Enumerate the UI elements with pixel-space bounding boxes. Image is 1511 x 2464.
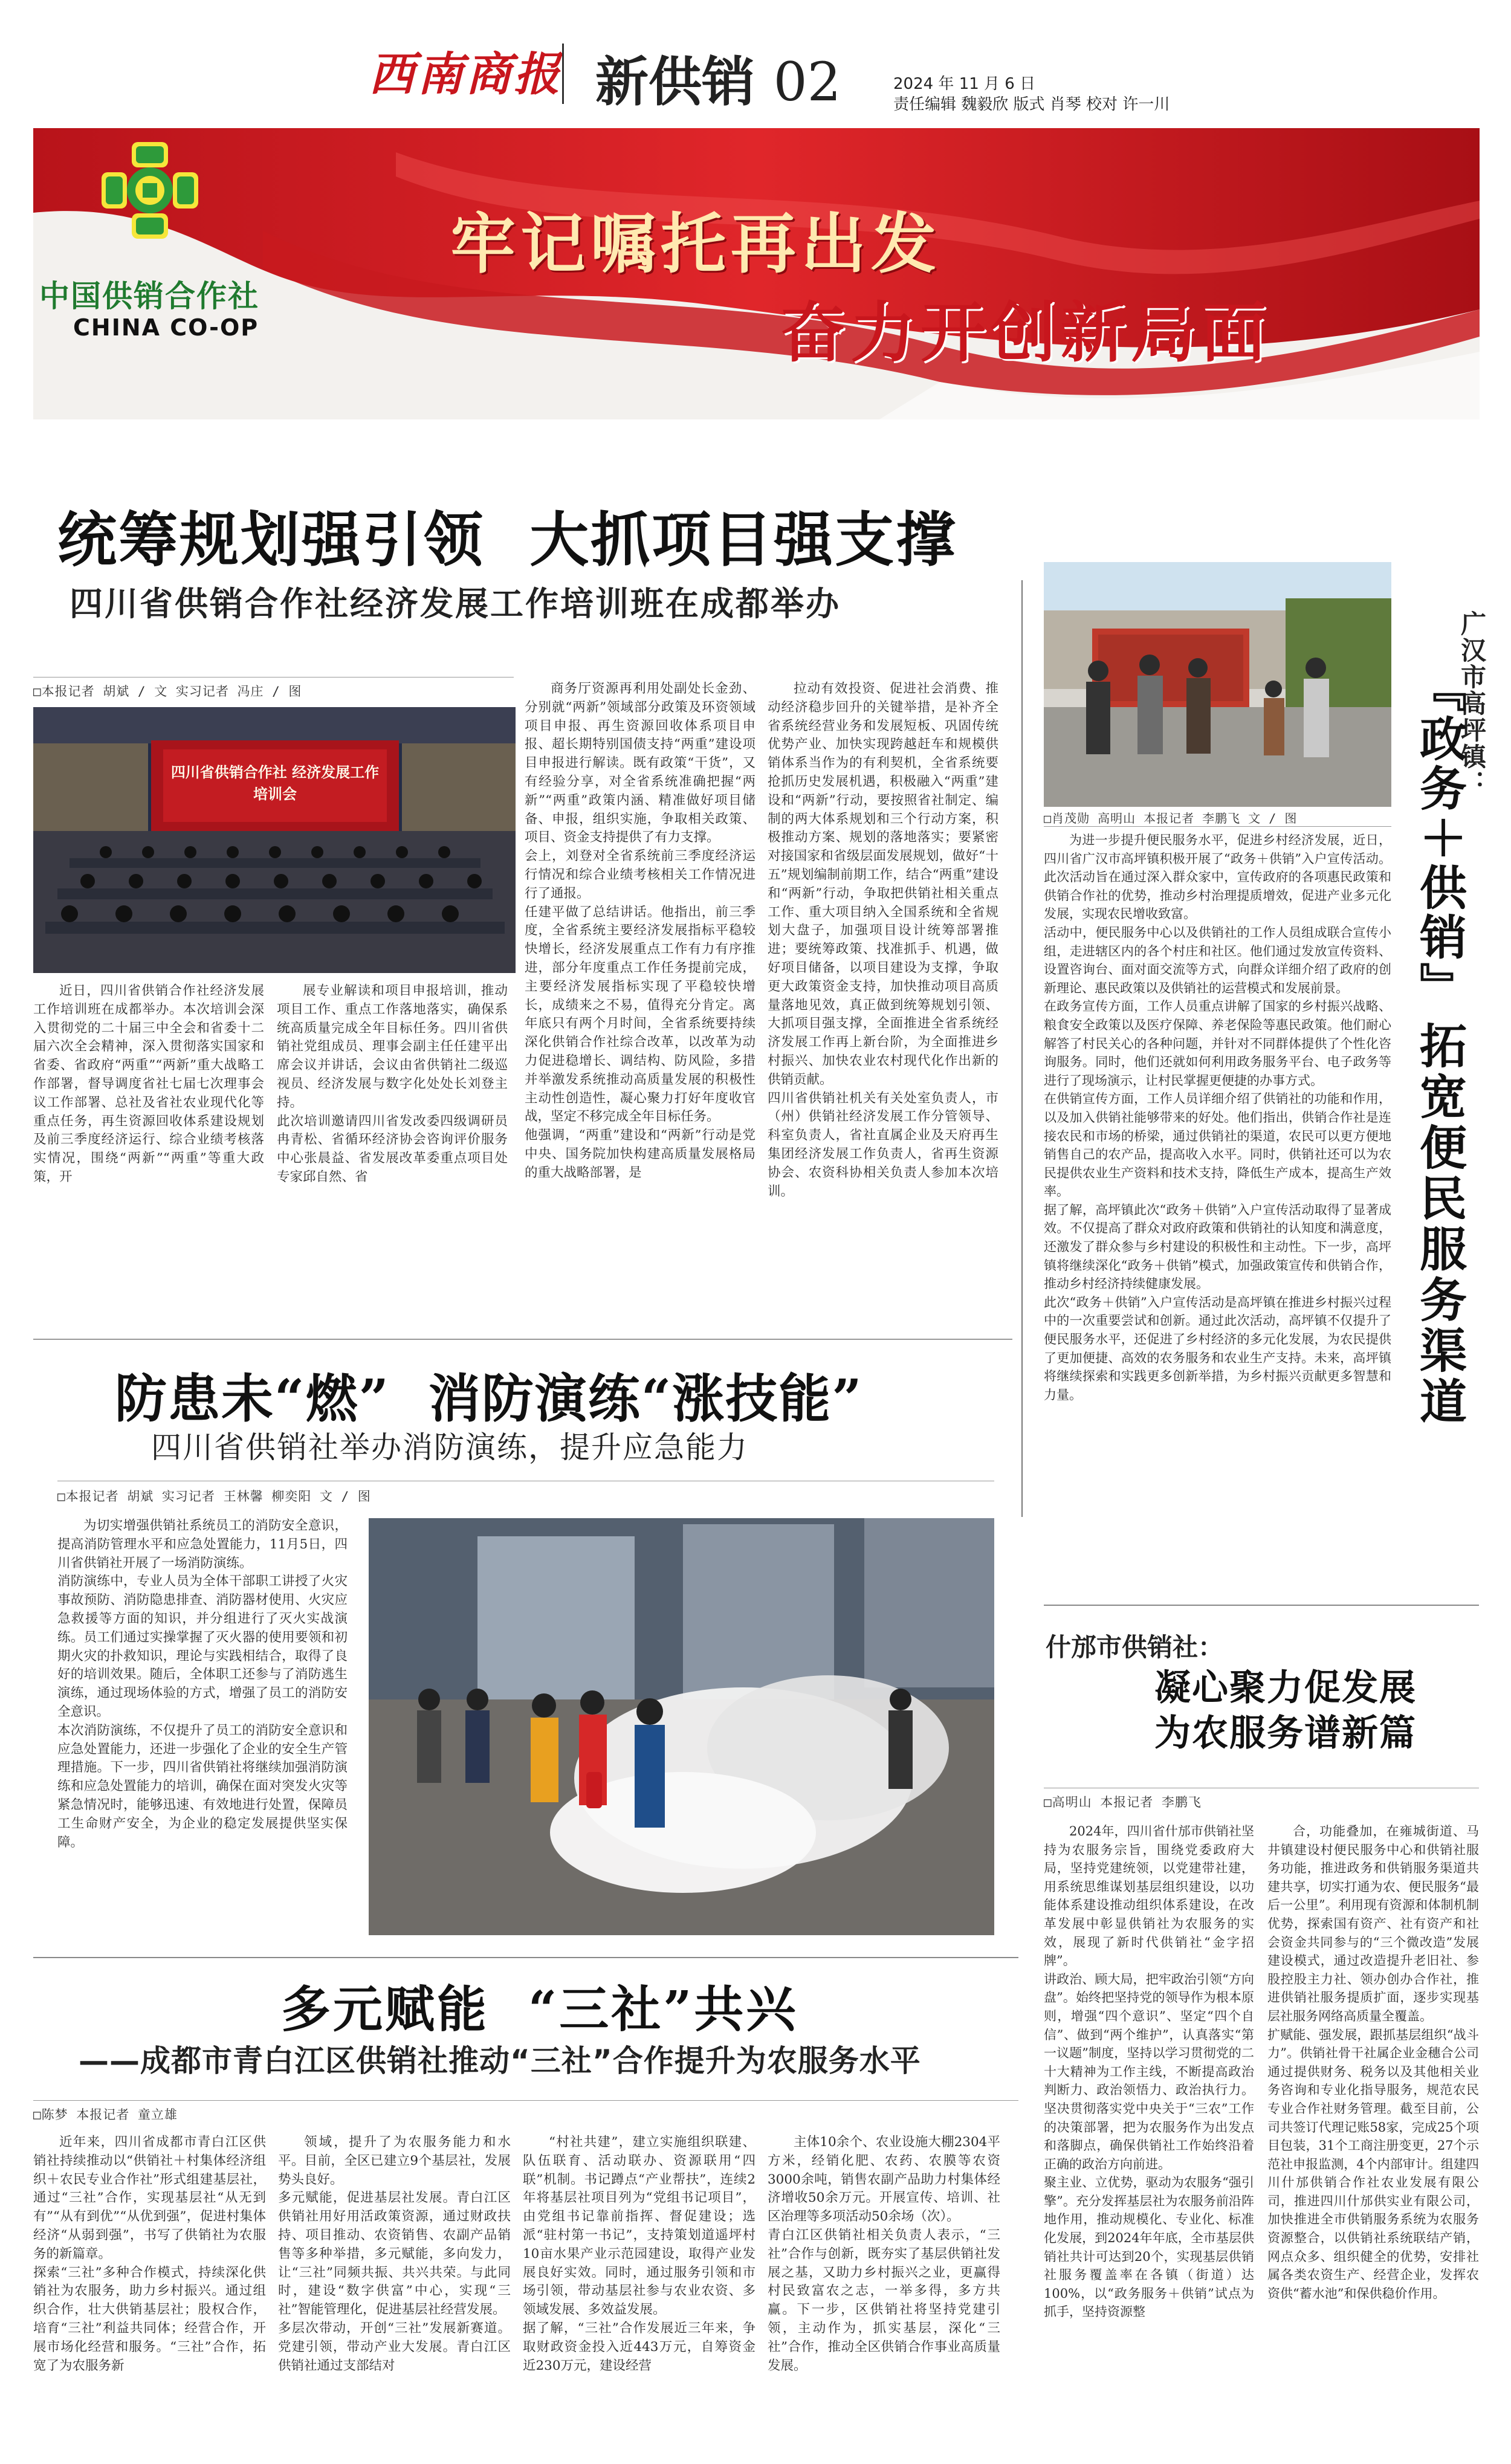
article1-photo <box>33 707 516 973</box>
article3-byline: □本报记者 胡斌 实习记者 王林馨 柳奕阳 文 / 图 <box>57 1489 371 1504</box>
org-name-en: CHINA CO-OP <box>73 314 259 341</box>
banner-slogan-line2: 奋力开创新局面 <box>780 296 1272 371</box>
article4-kicker: 什邡市供销社： <box>1046 1632 1224 1662</box>
article3-body: 为切实增强供销社系统员工的消防安全意识，提高消防管理水平和应急处置能力，11月5日，四川省供销社开展了一场消防演练。 消防演练中，专业人员为全体干部职工讲授了火灾事故预防、消防隐患排查、消防器材使用、火灾应急救援等方面的知识，并分组进行了灭火实战演练。员工们通过实操掌握了灭火器的使用要领和初期火灾的扑救知识，理论与实践相结合，取得了良好的培训效果。随后，全体职工还参与了消防逃生演练，通过现场体验的方式，增强了员工的消防安全意识。 本次消防演练，不仅提升了员工的消防安全意识和应急处置能力，还进一步强化了企业的安全生产管理措施。下一步，四川省供销社将继续加强消防演练和应急处置能力的培训，确保在面对突发火灾等紧急情况时，能够迅速、有效地进行处置，保障员工生命财产安全，为企业的稳定发展提供坚实保障。 <box>57 1518 348 1850</box>
article4-top-rule <box>1044 1605 1479 1606</box>
article2-vertical-title-2: 拓宽便民服务渠道 <box>1412 1021 1466 1428</box>
fire-drill-image <box>369 1518 994 1935</box>
article3-subhead: 四川省供销社举办消防演练，提升应急能力 <box>151 1430 748 1465</box>
article3-photo <box>369 1518 994 1935</box>
org-name-cn: 中国供销合作社 <box>39 279 259 314</box>
article1-column-3: 商务厅资源再利用处副处长金劲、分别就“两新”领域部分政策及环资领域项目申报、再生资源回收体系项目申报、超长期特别国债支持“两重”建设项目申报进行解读。既有政策“干货”，又有经验分享，对全省系统准确把握“两新”“两重”政策内涵、精准做好项目储备、申报，组织实施，争取相关政策、项目、资金支持提供了有力支撑。 会上，刘登对全省系统前三季度经济运行情况和综合业绩考核相关工作情况进行了通报。 任建平做了总结讲话。他指出，前三季度，全省系统主要经济发展指标平稳较快增长，经济发展重点工作有力有序推进，部分年度重点工作任务提前完成，主要经济发展指标实现了平稳较快增长，成绩来之不易，值得充分肯定。离年底只有两个月时间，全省系统要持续深化供销合作社综合改革，以改革为动力促进稳增长、调结构、防风险，多措并举激发系统推动高质量发展的积极性主动性创造性，凝心聚力打好年度收官战，坚定不移完成全年目标任务。 他强调，“两重”建设和“两新”行动是党中央、国务院加快构建高质量发展格局的重大战略部署，是 <box>525 681 756 1180</box>
article2-vertical-title-1: 『政务＋供销』 <box>1412 665 1466 1012</box>
article2-byline: □肖茂勋 高明山 本报记者 李鹏飞 文 / 图 <box>1044 811 1298 826</box>
article1-column-2: 展专业解读和项目申报培训，推动项目工作、重点工作落地落实，确保系统高质量完成全年目标任务。四川省供销社党组成员、理事会副主任任建平出席会议并讲话，会议由省供销社二级巡视员、经济发展与数字化处处长刘登主持。 此次培训邀请四川省发改委四级调研员冉青松、省循环经济协会咨询评价服务中心张晨益、省发展改革委重点项目处专家邱自然、省 <box>277 983 508 1185</box>
article4-headline-line1: 凝心聚力促发展 <box>1154 1667 1417 1709</box>
article4-column-2: 合，功能叠加，在雍城街道、马井镇建设村便民服务中心和供销社服务功能，推进政务和供销服务渠道共建共享，切实打通为农、便民服务“最后一公里”。利用现有资源和体制机制优势，探索国有资产、社有资产和社会资金共同参与的“三个微改造”发展建设模式，通过改造提升老旧社、参股控股主力社、领办创办合作社，推进供销社服务提质扩面，逐步实现基层社服务网络高质量全覆盖。 扩赋能、强发展，跟抓基层组织“战斗力”。供销社骨干社属企业金穗合公司通过提供财务、税务以及其他相关业务咨询和专业化指导服务，规范农民专业合作社财务管理。截至目前，公司共签订代理记账58家，完成25个项目包装，31个工商注册变更，27个示范社申报监测，4个内部审计。组建四川什邡供销合作社农业发展有限公司，推进四川什邡供实业有限公司，加快推进全市供销服务系统为农服务资源整合，以供销社系统联结产销，网点众多、组织健全的优势，安排社属各类农资生产、经营企业，发挥农资供“蓄水池”和保供稳价作用。 <box>1267 1824 1479 2301</box>
masthead-divider <box>562 44 564 104</box>
banner <box>33 128 1480 419</box>
article3-headline: 防患未“燃” 消防演练“涨技能” <box>115 1368 863 1429</box>
article1-column-4: 拉动有效投资、促进社会消费、推动经济稳步回升的关键举措，是补齐全省系统经营业务和发展短板、巩固传统优势产业、加快实现跨越赶车和规模供销体系当作为的有利契机，全省系统要抢抓历史发展机遇，积极融入“两重”建设和“两新”行动，要按照省社制定、编制的两大体系规划和三个行动方案，积极推动方案、规划的落地落实；要紧密对接国家和省级层面发展规划，做好“十五”规划编制前期工作，结合“两重”建设和“两新”行动，争取把供销社相关重点工作、重大项目纳入全国系统和全省规划大盘子，加强项目设计统筹部署推进；要统筹政策、找准抓手、机遇，做好项目储备，以项目建设为支撑，争取更大政策资金支持，加快推动项目高质量落地见效，真正做到统筹规划引领、大抓项目强支撑，全面推进全省系统经济发展工作再上新台阶，为全面推进乡村振兴、加快农业农村现代化作出新的供销贡献。 四川省供销社机关有关处室负责人，市（州）供销社经济发展工作分管领导、科室负责人，省社直属企业及天府再生集团经济发展工作负责人，省再生资源协会、农资科协相关负责人参加本次培训。 <box>768 681 998 1199</box>
masthead <box>0 0 1511 124</box>
paper-name: 西南商报 <box>369 47 562 101</box>
issue-date: 2024 年 11 月 6 日 <box>893 75 1036 93</box>
article5-byline: □陈梦 本报记者 童立雄 <box>33 2107 178 2122</box>
article5-column-3: “村社共建”，建立实施组织联建、队伍联育、活动联办、资源联用“四联”机制。书记蹲点“产业帮扶”，连续2年将基层社项目列为“党组书记项目”，由党组书记靠前指挥、督促建设；选派“驻村第一书记”，支持策划道遥坪村10亩水果产业示范园建设，取得产业发展良好实效。同时，通过服务引领和市场引领，带动基层社参与农业农资、多领域发展、多效益发展。 据了解，“三社”合作发展近三年来，争取财政资金投入近443万元，自筹资金近230万元，建设经营 <box>523 2135 756 2373</box>
article4-headline-line2: 为农服务谱新篇 <box>1154 1712 1417 1754</box>
article4-byline: □高明山 本报记者 李鹏飞 <box>1044 1795 1202 1809</box>
article5-subhead: ——成都市青白江区供销社推动“三社”合作提升为农服务水平 <box>79 2043 921 2078</box>
conference-hall-image <box>33 707 516 973</box>
banner-slogan-line1: 牢记嘱托再出发 <box>450 207 942 282</box>
article2-byline-rule <box>1044 826 1391 827</box>
article5-headline: 多元赋能 “三社”共兴 <box>281 1981 798 2039</box>
article2-vertical-kicker: 广汉市高坪镇： <box>1457 610 1487 797</box>
editor-credits: 责任编辑 魏毅欣 版式 肖琴 校对 许一川 <box>893 95 1170 114</box>
article5-byline-rule <box>33 2100 1018 2101</box>
article5-column-1: 近年来，四川省成都市青白江区供销社持续推动以“供销社＋村集体经济组织＋农民专业合作社”形式组建基层社，通过“三社”合作，实现基层社“从无到有”“从有到优”“从优到强”，促进村集体经济“从弱到强”，书写了供销社为农服务的新篇章。 探索“三社”多种合作模式，持续深化供销社为农服务，助力乡村振兴。通过组织合作，壮大供销基层社；股权合作，培育“三社”利益共同体；经营合作，开展市场化经营和服务。“三社”合作，拓宽了为农服务新 <box>33 2135 266 2373</box>
article5-column-4: 主体10余个、农业设施大棚2304平方米，经销化肥、农药、农膜等农资3000余吨，销售农副产品助力村集体经济增收50余万元。开展宣传、培训、社区治理等多项活动50余场（次）。 青白江区供销社相关负责人表示，“三社”合作与创新，既夯实了基层供销社发展之基，又助力乡村振兴之业，更赢得村民致富农之志，一举多得，多方共赢。下一步，区供销社将坚持党建引领，主动作为，抓实基层，深化“三社”合作，推动全区供销合作事业高质量发展。 <box>768 2135 1000 2373</box>
article1-photo-screen-text: 四川省供销合作社 经济发展工作培训会 <box>170 764 380 803</box>
article5-column-2: 领域，提升了为农服务能力和水平。目前，全区已建立9个基层社，发展势头良好。 多元赋能，促进基层社发展。青白江区供销社用好用活政策资源，通过财政扶持、项目推动、农资销售、农副产品销售等多种举措，多元赋能，多向发力，让“三社”同频共振、共兴共荣。与此同时，建设“数字供富”中心，实现“三社”智能管理化，促进基层社经营发展。 多层次带动，开创“三社”发展新赛道。党建引领，带动产业大发展。青白江区供销社通过支部结对 <box>278 2135 511 2373</box>
article2-body: 为进一步提升便民服务水平，促进乡村经济发展，近日，四川省广汉市高坪镇积极开展了“政务＋供销”入户宣传活动。此次活动旨在通过深入群众家中，宣传政府的各项惠民政策和供销合作社的优势，推动乡村治理提质增效，促进产业多元化发展，实现农民增收致富。 活动中，便民服务中心以及供销社的工作人员组成联合宣传小组，走进辖区内的各个村庄和社区。他们通过发放宣传资料、设置咨询台、面对面交流等方式，向群众详细介绍了政府的创新理论、惠民政策以及供销社的运营模式和发展前景。 在政务宣传方面，工作人员重点讲解了国家的乡村振兴战略、粮食安全政策以及医疗保障、养老保险等惠民政策。他们耐心解答了村民关心的各种问题，并针对不同群体提供了个性化咨询服务。同时，他们还就如何利用政务服务平台、电子政务等进行了现场演示，让村民掌握更便捷的办事方式。 在供销宣传方面，工作人员详细介绍了供销社的功能和作用，以及加入供销社能够带来的好处。他们指出，供销合作社是连接农民和市场的桥梁，通过供销社的渠道，农民可以更方便地销售自己的农产品，提高收入水平。同时，供销社还可以为农民提供农业生产资料和技术支持，降低生产成本，提高生产效率。 据了解，高坪镇此次“政务＋供销”入户宣传活动取得了显著成效。不仅提高了群众对政府政策和供销社的认知度和满意度，还激发了群众参与乡村建设的积极性和主动性。下一步，高坪镇将继续深化“政务＋供销”模式，加强政策宣传和供销合作，推动乡村经济持续健康发展。 此次“政务＋供销”入户宣传活动是高坪镇在推进乡村振兴过程中的一次重要尝试和创新。通过此次活动，高坪镇不仅提升了便民服务水平，还促进了乡村经济的多元化发展，为农民提供了更加便捷、高效的农务服务和农业生产支持。未来，高坪镇将继续探索和实践更多创新举措，为乡村振兴贡献更多智慧和力量。 <box>1044 833 1391 1402</box>
coop-logo-icon <box>99 139 201 242</box>
article2-photo <box>1044 562 1391 807</box>
village-visit-image <box>1044 562 1391 807</box>
article1-headline: 统筹规划强引领 大抓项目强支撑 <box>57 506 957 575</box>
vertical-divider-main <box>1021 580 1023 1517</box>
page-number: 02 <box>773 51 841 113</box>
article1-byline: □本报记者 胡斌 / 文 实习记者 冯庄 / 图 <box>33 684 302 699</box>
section-name: 新供销 <box>595 50 756 113</box>
section-title <box>595 40 841 116</box>
article1-column-1: 近日，四川省供销合作社经济发展工作培训班在成都举办。本次培训会深入贯彻党的二十届三中全会和省委十二届六次全会精神，深入贯彻落实国家和省委、省政府“两重”“两新”重大战略工作部署，督导调度省社七届七次理事会议工作部署、总社及省社农业现代化等重点任务，再生资源回收体系建设规划及前三季度经济运行、综合业绩考核落实情况，围绕“两新”“两重”等重大政策，开 <box>33 983 264 1185</box>
article1-subhead: 四川省供销合作社经济发展工作培训班在成都举办 <box>70 584 841 623</box>
article4-column-1: 2024年，四川省什邡市供销社坚持为农服务宗旨，围绕党委政府大局，坚持党建统领，以党建带社建，用系统思维谋划基层组织建设，以功能体系建设推动组织体系建设，在改革发展中彰显供销社为农服务的实效，展现了新时代供销社“金字招牌”。 讲政治、顾大局，把牢政治引领“方向盘”。始终把坚持党的领导作为根本原则，增强“四个意识”、坚定“四个自信”、做到“两个维护”，认真落实“第一议题”制度，坚持以学习贯彻党的二十大精神为工作主线，不断提高政治判断力、政治领悟力、政治执行力。坚决贯彻落实党中央关于“三农”工作的决策部署，把为农服务作为出发点和落脚点，确保供销社工作始终沿着正确的政治方向前进。 聚主业、立优势，驱动为农服务“强引擎”。充分发挥基层社为农服务前沿阵地作用，推动规模化、专业化、标准化发展，到2024年年底，全市基层供销社共计可达到20个，实现基层供销社服务覆盖率在各镇（街道）达100%，以“政务服务＋供销”试点为抓手，坚持资源整 <box>1044 1824 1254 2320</box>
article5-top-rule <box>33 1957 1018 1958</box>
